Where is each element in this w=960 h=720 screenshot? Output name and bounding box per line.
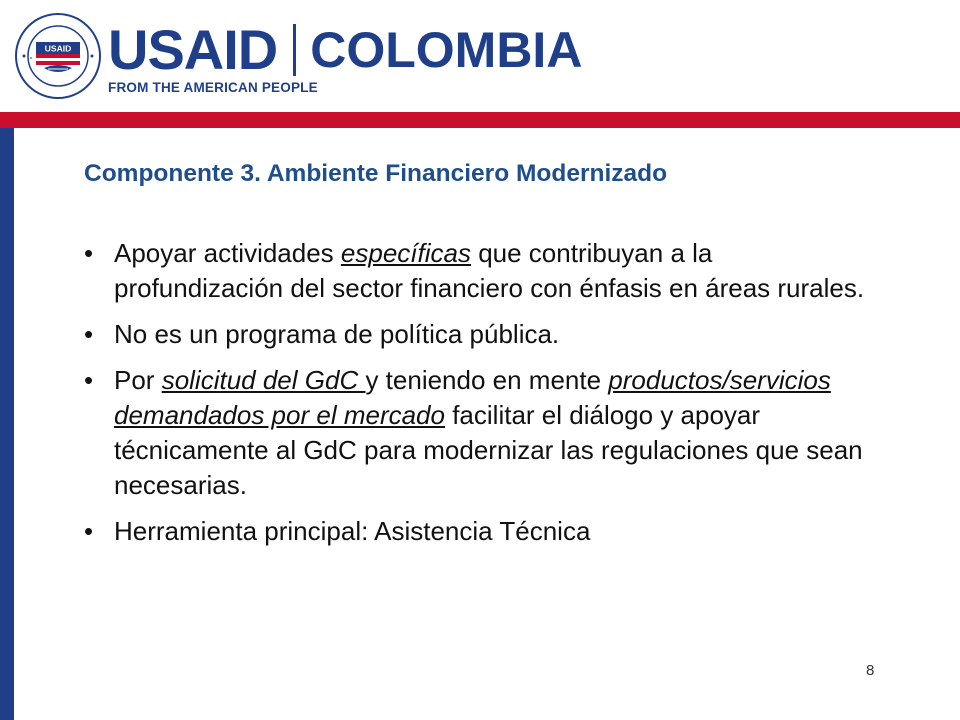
bullet-text: No es un programa de política pública. bbox=[114, 319, 560, 349]
page-number: 8 bbox=[866, 662, 875, 679]
bullet-item bbox=[84, 317, 884, 352]
country-name: COLOMBIA bbox=[310, 22, 583, 78]
bullet-emphasis: solicitud del GdC bbox=[161, 365, 366, 395]
seal-center-text: USAID bbox=[44, 43, 72, 54]
bullet-item bbox=[84, 363, 884, 503]
bullet-item bbox=[84, 514, 884, 549]
bullet-emphasis: específicas bbox=[340, 238, 471, 268]
usaid-seal-logo bbox=[14, 12, 102, 100]
bullet-item bbox=[84, 236, 884, 306]
bullet-icon: • bbox=[84, 365, 94, 395]
bullet-text: facilitar el diálogo y apoyar técnicamente al GdC para modernizar las regulaciones que sean necesarias. bbox=[114, 400, 863, 500]
bullet-emphasis: productos/servicios demandados por el mercado bbox=[114, 365, 831, 430]
header-red-band bbox=[0, 112, 960, 128]
bullet-icon: • bbox=[84, 516, 94, 546]
bullet-text: Herramienta principal: Asistencia Técnica bbox=[114, 516, 591, 546]
slide-header bbox=[0, 0, 960, 112]
usaid-wordmark: USAID bbox=[108, 18, 278, 81]
bullet-icon: • bbox=[84, 238, 94, 268]
brand-tagline: FROM THE AMERICAN PEOPLE bbox=[108, 80, 318, 95]
bullet-text: Por bbox=[114, 365, 162, 395]
bullet-text: que contribuyan a la profundización del sector financiero con énfasis en áreas rurales. bbox=[114, 238, 865, 303]
bullet-icon: • bbox=[84, 319, 94, 349]
left-blue-bar bbox=[0, 128, 14, 720]
bullet-text: y teniendo en mente bbox=[365, 365, 609, 395]
brand-divider bbox=[293, 24, 296, 76]
slide-title: Componente 3. Ambiente Financiero Modernizado bbox=[84, 160, 668, 187]
brand-wordmark bbox=[108, 18, 583, 81]
bullet-list bbox=[84, 236, 884, 560]
bullet-text: Apoyar actividades bbox=[114, 238, 341, 268]
